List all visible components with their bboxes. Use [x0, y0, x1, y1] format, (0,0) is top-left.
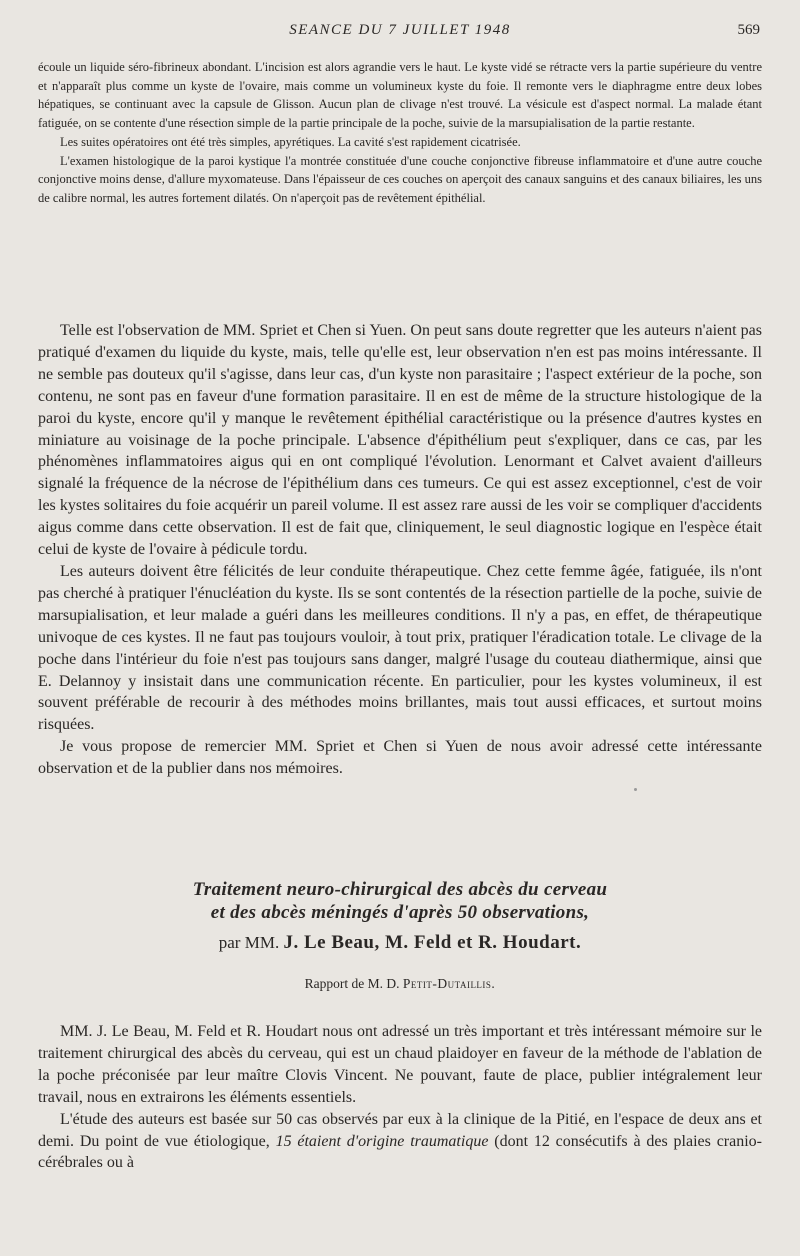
article-body [38, 1021, 762, 1174]
case-report-text [38, 58, 762, 208]
article-text: (dont 12 consécutifs à des plaies cranio-cérébrales ou à [38, 1132, 762, 1172]
article-emphasis: 15 étaient d'origine traumatique [275, 1132, 489, 1150]
article-paragraph [38, 1109, 762, 1175]
article-paragraph: MM. J. Le Beau, M. Feld et R. Houdart nous ont adressé un très important et très intéressant mémoire sur le traitement chirurgical des abcès du cerveau, qui est un chaud plaidoyer en faveur de la méthode de l'ablation de la poche préconisée par leur maître Clovis Vincent. Ne pouvant, faute de place, publier intégralement leur travail, nous en extrairons les éléments essentiels. [38, 1023, 762, 1106]
article-title-line: et des abcès méningés d'après 50 observations, [210, 902, 590, 923]
commentary-text [38, 320, 762, 780]
print-speck [634, 788, 637, 791]
case-report-paragraph: L'examen histologique de la paroi kystique l'a montrée constituée d'une couche conjonctive fibreuse inflammatoire et d'une autre couche conjonctive moins dense, d'allure myxomateuse. Dans l'épaisseur de ces couches on aperçoit des canaux sanguins et des canaux biliaires, les uns de calibre normal, les autres fortement dilatés. On n'aperçoit pas de revêtement épithélial. [38, 153, 762, 205]
article-text: L'étude des auteurs est basée sur 50 cas observés par eux à la clinique de la Pitié, en l'espace de deux ans et demi. Du point de vue étiologique, [38, 1110, 762, 1150]
case-report-paragraph: Les suites opératoires ont été très simples, apyrétiques. La cavité s'est rapidement cicatrisée. [60, 134, 521, 149]
authors-names: J. Le Beau, M. Feld et R. Houdart. [283, 932, 582, 953]
commentary-paragraph: Je vous propose de remercier MM. Spriet et Chen si Yuen de nous avoir adressé cette intéressante observation et de la publier dans nos mémoires. [38, 738, 762, 778]
article-authors [40, 932, 760, 954]
running-header [40, 22, 760, 42]
article-title [60, 878, 740, 924]
running-title: SEANCE DU 7 JUILLET 1948 [289, 22, 511, 38]
page-number: 569 [737, 22, 760, 38]
commentary-paragraph: Telle est l'observation de MM. Spriet et Chen si Yuen. On peut sans doute regretter que les auteurs n'aient pas pratiqué d'examen du liquide du kyste, mais, telle qu'elle est, leur observation n'en est pas moins intéressante. Il ne semble pas douteux qu'il s'agisse, dans leur cas, d'un kyste non parasitaire ; l'aspect extérieur de la poche, son contenu, ne sont pas en faveur d'une formation parasitaire. Il en est de même de la structure histologique de la paroi du kyste, encore qu'il y manque le revêtement épithélial caractéristique ou la présence d'autres kystes en miniature au voisinage de la poche principale. L'absence d'épithélium peut s'expliquer, dans ce cas, par les phénomènes inflammatoires aigus qui en ont compliqué l'évolution. Lenormant et Calvet avaient d'ailleurs signalé la fréquence de la nécrose de l'épithélium dans ces tumeurs. Ce qui est assez exceptionnel, c'est de voir les kystes solitaires du foie acquérir un pareil volume. Il est assez rare aussi de les voir se compliquer d'accidents aigus comme dans cette observation. Il est de fait que, cliniquement, le seul diagnostic logique en l'espèce était celui de kyste de l'ovaire à pédicule tordu. [38, 322, 762, 559]
report-byline [40, 976, 760, 992]
commentary-paragraph: Les auteurs doivent être félicités de leur conduite thérapeutique. Chez cette femme âgée, fatiguée, ils n'ont pas cherché à pratiquer l'énucléation du kyste. Ils se sont contentés de la résection partielle de la poche, suivie de marsupialisation, et leur malade a guéri dans les meilleures conditions. Il n'y a pas, en effet, de thérapeutique univoque de ces kystes. Il ne faut pas toujours vouloir, à tout prix, pratiquer l'éradication totale. Le clivage de la poche dans l'intérieur du foie n'est pas toujours sans danger, malgré l'usage du couteau diathermique, ainsi que E. Delannoy y insistait dans une communication récente. En particulier, pour les kystes volumineux, il est souvent préférable de recourir à des méthodes moins brillantes, mais tout aussi efficaces, et surtout moins risquées. [38, 562, 762, 734]
report-prefix: Rapport de M. D. [304, 976, 400, 991]
authors-prefix: par MM. [218, 933, 280, 952]
article-title-line: Traitement neuro-chirurgical des abcès du cerveau [192, 879, 608, 900]
case-report-paragraph: écoule un liquide séro-fibrineux abondant. L'incision est alors agrandie vers le haut. Le kyste vidé se rétracte vers la partie supérieure du ventre et n'apparaît plus comme un kyste de l'ovaire, mais comme un volumineux kyste du foie. Il remonte vers le diaphragme entre deux lobes hépatiques, se continuant avec la capsule de Glisson. Aucun plan de clivage n'est trouvé. La vésicule est d'aspect normal. La malade étant fatiguée, on se contente d'une résection simple de la partie principale de la poche, suivie de la marsupialisation de la partie restante. [38, 60, 762, 131]
report-author: Petit-Dutaillis. [402, 976, 496, 991]
